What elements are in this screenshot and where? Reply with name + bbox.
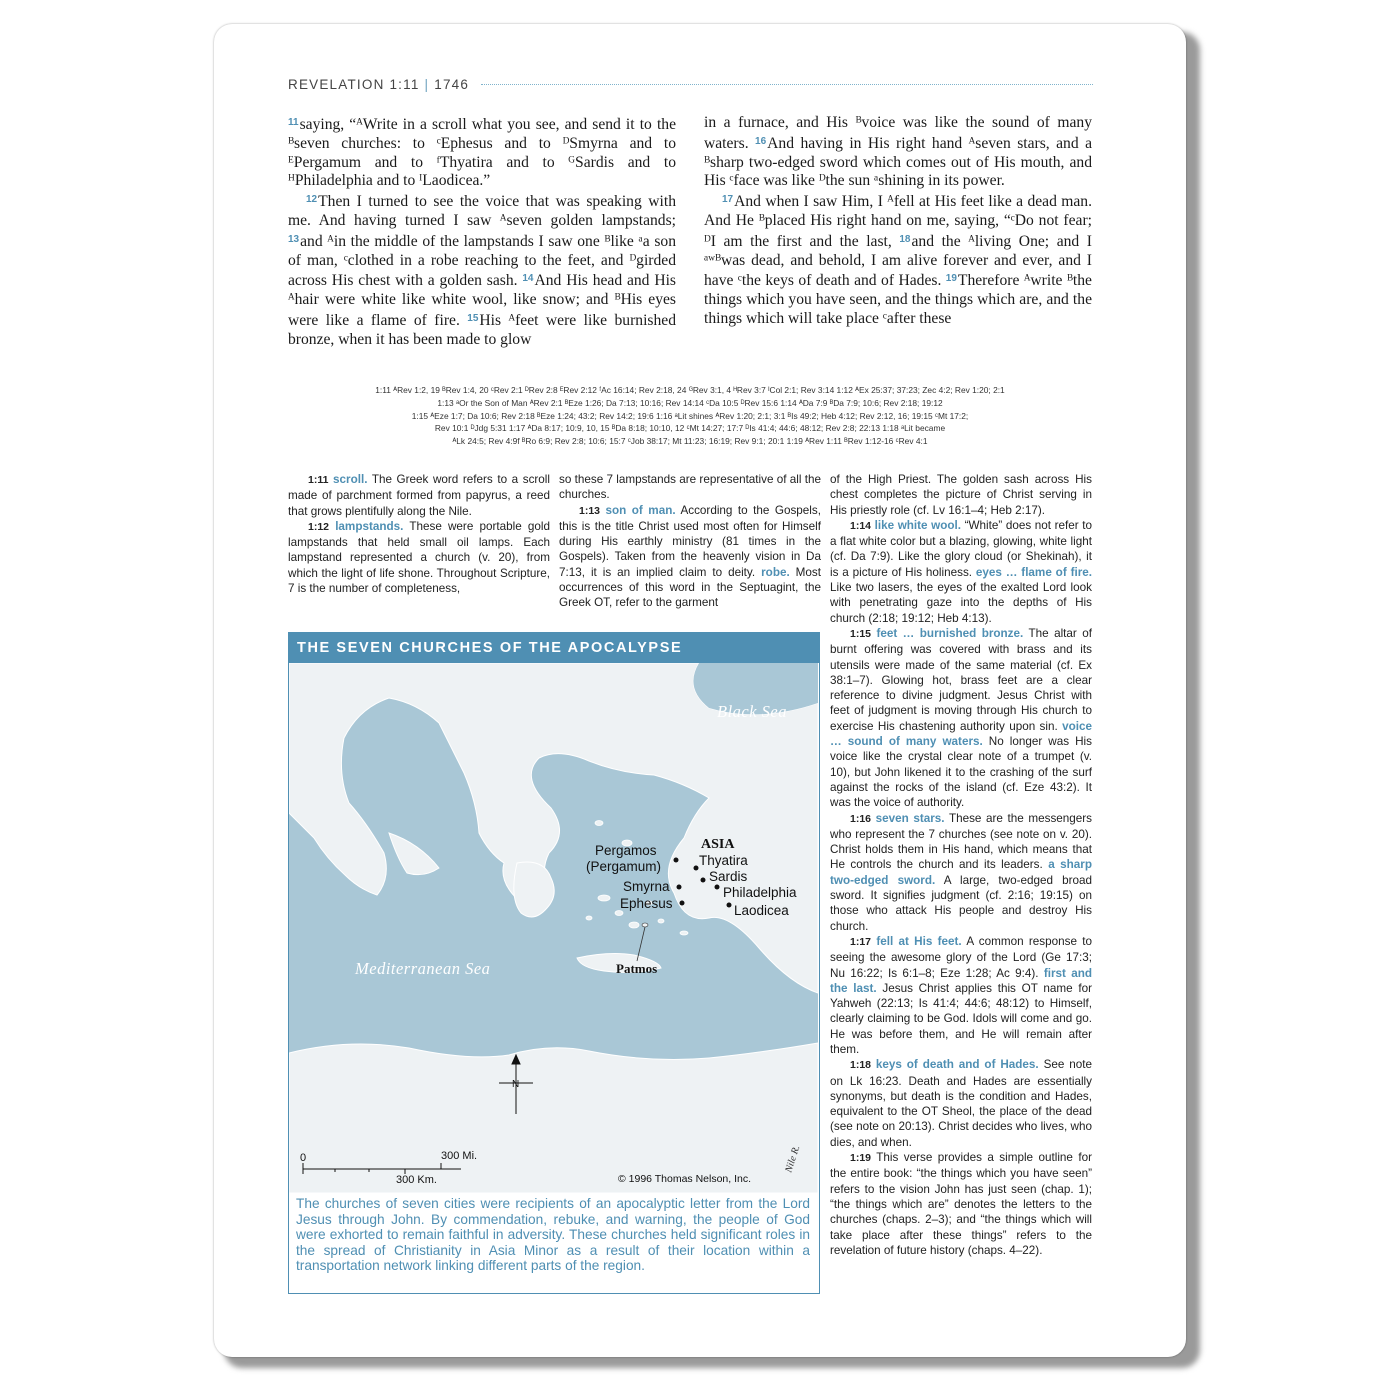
scripture-column-1 bbox=[288, 114, 676, 350]
label-pergamos: Pergamos bbox=[595, 843, 657, 858]
note-lemma: like white wool. bbox=[874, 518, 962, 532]
study-note bbox=[288, 519, 550, 596]
label-mediterranean-sea: Mediterranean Sea bbox=[355, 959, 491, 978]
label-laodicea: Laodicea bbox=[734, 903, 789, 918]
island bbox=[586, 916, 592, 920]
study-note bbox=[830, 1057, 1092, 1150]
cross-reference-line: Rev 10:1 ᴰJdg 5:31 1:17 ᴬDa 8:17; 10:9, 10, 15 ᴮDa 8:18; 10:10, 12 ᶜMt 14:27; 17:7 ᴰIs 41:4; 44:6; 48:12; Rev 2:8; 22:13 1:18 ᵃLit became bbox=[434, 423, 946, 434]
label-thyatira: Thyatira bbox=[699, 853, 748, 868]
verse-number: 17 bbox=[722, 194, 734, 206]
note-reference: 1:14 bbox=[850, 519, 872, 532]
note-lemma: keys of death and of Hades. bbox=[875, 1058, 1039, 1072]
note-lemma: scroll. bbox=[333, 473, 368, 486]
verse-paragraph bbox=[704, 191, 1092, 329]
verse-text: and the ᴬliving One; and I ᵃʷᴮwas dead, and behold, I am alive forever and ever, and I have ᶜthe keys of death and of Hades. bbox=[704, 232, 1093, 290]
note-lemma: fell at His feet. bbox=[876, 934, 962, 948]
study-note bbox=[830, 934, 1092, 1057]
note-reference: 1:19 bbox=[850, 1152, 872, 1165]
cross-reference-line: 1:11 ᴬRev 1:2, 19 ᴮRev 1:4, 20 ᶜRev 2:1 ᴰRev 2:8 ᴱRev 2:12 ᶠAc 16:14; Rev 2:18, 24 ᴳRev 3:1, 4 ᴴRev 3:7 ᴵCol 2:1; Rev 3:14 1:12 ᴬEx 25:37; 37:23; Zec 4:2; Rev 1:20; 2:1 bbox=[375, 385, 1005, 395]
scripture-column-2 bbox=[704, 114, 1092, 329]
running-head bbox=[288, 74, 1093, 94]
map-of-seven-churches bbox=[289, 663, 818, 1193]
note-reference: 1:12 bbox=[308, 520, 330, 533]
header-separator: | bbox=[424, 76, 430, 92]
book-reference: REVELATION 1:11 bbox=[288, 76, 420, 92]
note-lemma: seven stars. bbox=[875, 811, 945, 825]
island bbox=[658, 919, 664, 923]
island bbox=[629, 922, 639, 928]
verse-text: And having in His right hand ᴬseven stars, and a ᴮsharp two-edged sword which comes out of His mouth, and His ᶜface was like ᴰthe sun ᵃshining in its power. bbox=[704, 134, 1092, 190]
verse-number: 15 bbox=[467, 312, 479, 324]
verse-text: in a furnace, and His ᴮvoice was like the sound of many waters. bbox=[704, 114, 1092, 152]
note-text: See note on Lk 16:23. Death and Hades are essentially synonyms, but death is the condition and Hades, equivalent to the OT Sheol, the place of the dead (see note on 20:13). Christ decides who lives, who dies, and when. bbox=[830, 1058, 1093, 1149]
label-sardis: Sardis bbox=[709, 869, 748, 884]
note-text: Jesus Christ applies this OT name for Yahweh (22:13; Is 41:4; 44:6; 48:12) to Himself, clearly claiming to be God. Idols will come and go. He was before them, and He will remain after them. bbox=[830, 981, 1092, 1056]
study-notes-column-2 bbox=[559, 472, 821, 611]
verse-text: And His head and His ᴬhair were white like white wool, like snow; and ᴮHis eyes were like a flame of fire. bbox=[288, 272, 676, 329]
note-lemma: voice … sound of many waters. bbox=[830, 719, 1092, 749]
note-text: These are the messengers who represent the 7 churches (see note on v. 20). Christ holds them in His hand, which means that He controls the church and its leaders. bbox=[830, 811, 1093, 872]
study-note bbox=[830, 472, 1092, 518]
thyatira-dot bbox=[694, 866, 699, 871]
laodicea-dot bbox=[727, 903, 732, 908]
note-reference: 1:15 bbox=[850, 627, 872, 640]
note-text: Most occurrences of this word in the Septuagint, the Greek OT, refer to the garment bbox=[559, 565, 821, 610]
note-text: These were portable gold lampstands that held small oil lamps. Each lampstand represented a church (v. 20), from which the light of life shone. Throughout Scripture, 7 is the number of completeness, bbox=[288, 519, 550, 596]
note-reference: 1:16 bbox=[850, 812, 872, 825]
label-nile-river: Nile R. bbox=[783, 1144, 803, 1174]
study-note bbox=[830, 1150, 1092, 1258]
label-pergamum: (Pergamum) bbox=[586, 859, 662, 874]
cross-references bbox=[300, 384, 1080, 448]
note-lemma: first and the last. bbox=[830, 966, 1093, 995]
note-lemma: a sharp two-edged sword. bbox=[830, 858, 1092, 887]
scale-zero: 0 bbox=[300, 1152, 307, 1164]
label-asia: ASIA bbox=[701, 837, 735, 852]
label-smyrna: Smyrna bbox=[623, 879, 670, 894]
verse-text: Therefore ᴬwrite ᴮthe things which you have seen, and the things which are, and the things which will take place ᶜafter these bbox=[704, 272, 1092, 327]
study-note bbox=[559, 503, 821, 611]
scale-miles: 300 Mi. bbox=[441, 1150, 478, 1162]
study-notes-column-3 bbox=[830, 472, 1092, 1258]
study-note bbox=[559, 472, 821, 503]
note-text: A large, two-edged broad sword. It signifies judgment (cf. 2:16; 19:15) on those who attack His people and destroy His church. bbox=[830, 873, 1092, 933]
island bbox=[615, 911, 623, 916]
label-patmos: Patmos bbox=[616, 961, 658, 976]
note-reference: 1:17 bbox=[850, 935, 872, 948]
note-text: The altar of burnt offering was covered with brass and its utensils were made of the same material (cf. Ex 38:1–7). Glowing hot, brass feet are a clear reference to divine judgment. Jesus Christ with feet of judgment is moving through His church to exercise His chastening authority upon sin. bbox=[830, 626, 1092, 733]
verse-number: 12 bbox=[306, 194, 318, 206]
note-reference: 1:11 bbox=[308, 474, 329, 486]
note-lemma: feet … burnished bronze. bbox=[876, 626, 1024, 640]
page-number: 1746 bbox=[434, 76, 470, 92]
verse-number: 18 bbox=[899, 233, 911, 245]
compass-north-label: N bbox=[512, 1079, 520, 1090]
header-rule bbox=[481, 84, 1093, 85]
note-text: Like two lasers, the eyes of the exalted Lord look with penetrating gaze into the depths of His church (2:18; 19:12; Heb 4:13). bbox=[830, 581, 1092, 625]
smyrna-dot bbox=[677, 885, 682, 890]
cross-reference-line: 1:13 ᵃOr the Son of Man ᴬRev 2:1 ᴮEze 1:26; Da 7:13; 10:16; Rev 14:14 ᶜDa 10:5 ᴰRev 15:6 1:14 ᴬDa 7:9 ᴮDa 7:9; 10:6; Rev 2:18; 19:12 bbox=[437, 397, 943, 408]
verse-text: And when I saw Him, I ᴬfell at His feet like a dead man. And He ᴮplaced His right hand on me, saying, “ᶜDo not fear; ᴰI am the first and the last, bbox=[704, 193, 1092, 250]
verse-number: 14 bbox=[522, 273, 534, 285]
cross-reference-line: ᴬLk 24:5; Rev 4:9f ᴮRo 6:9; Rev 2:8; 10:6; 15:7 ᶜJob 38:17; Mt 11:23; 16:19; Rev 9:1; 20:1 1:19 ᴬRev 1:11 ᴮRev 1:12-16 ᶜRev 4:1 bbox=[452, 436, 928, 447]
scale-kilometers: 300 Km. bbox=[396, 1174, 437, 1186]
sardis-dot bbox=[701, 878, 706, 883]
philadelphia-dot bbox=[715, 885, 720, 890]
study-note bbox=[830, 626, 1092, 811]
ephesus-dot bbox=[680, 901, 685, 906]
note-reference: 1:18 bbox=[850, 1059, 872, 1072]
map-copyright: © 1996 Thomas Nelson, Inc. bbox=[618, 1173, 752, 1185]
verse-paragraph bbox=[288, 114, 676, 191]
map-figure bbox=[288, 632, 820, 1294]
island bbox=[598, 895, 610, 901]
note-lemma: son of man. bbox=[605, 503, 676, 517]
note-text: According to the Gospels, this is the title Christ used most often for Himself during His earthly ministry (81 times in the Gospels). Taken from the heavenly vision in Da 7:13, it is an implied claim to deity. bbox=[559, 503, 821, 579]
verse-text: Then I turned to see the voice that was speaking with me. And having turned I saw ᴬseven golden lampstands; bbox=[288, 193, 676, 229]
note-text: “White” does not refer to a flat white color but a blazing, glowing, white light (cf. Da 7:9). Like the glory cloud (or Shekinah), it is a picture of His holiness. bbox=[830, 518, 1092, 579]
note-text: This verse provides a simple outline for the entire book: “the things which you have seen” refers to the vision John has just seen (chap. 1); “the things which are” denotes the letters to the churches (chaps. 2–3); and “the things which will take place after these things” refers to the revelation of future history (chaps. 4–22). bbox=[830, 1151, 1092, 1257]
note-text: so these 7 lampstands are representative of all the churches. bbox=[559, 473, 821, 502]
land-mass-south bbox=[289, 1043, 818, 1193]
map-title: THE SEVEN CHURCHES OF THE APOCALYPSE bbox=[289, 633, 819, 663]
island bbox=[680, 931, 688, 935]
verse-number: 19 bbox=[945, 273, 957, 285]
verse-number: 13 bbox=[288, 233, 300, 245]
verse-text: and ᴬin the middle of the lampstands I saw one ᴮlike ᵃa son of man, ᶜclothed in a robe reaching to the feet, and ᴰgirded across His chest with a golden sash. bbox=[288, 232, 676, 290]
note-text: A common response to seeing the awesome glory of the Lord (Ge 17:3; Nu 16:22; Is 6:1–8; Eze 1:28; Ac 9:4). bbox=[830, 934, 1092, 980]
study-note bbox=[830, 811, 1092, 934]
verse-number: 16 bbox=[755, 135, 767, 147]
study-note bbox=[288, 472, 550, 519]
note-lemma: robe. bbox=[761, 565, 790, 579]
note-reference: 1:13 bbox=[579, 504, 601, 517]
label-ephesus: Ephesus bbox=[620, 896, 673, 911]
note-lemma: eyes … flame of fire. bbox=[975, 565, 1092, 579]
verse-paragraph bbox=[704, 114, 1092, 191]
map-caption: The churches of seven cities were recipients of an apocalyptic letter from the Lord Jesus through John. By commendation, rebuke, and warning, the people of God were exhorted to remain faithful in adversity. These churches held significant roles in the spread of Christianity in Asia Minor as a result of their location within a transportation network linking different parts of the region. bbox=[296, 1196, 810, 1274]
island bbox=[595, 821, 603, 826]
verse-number: 11 bbox=[288, 117, 299, 128]
note-text: of the High Priest. The golden sash across His chest completes the picture of Christ serving in His priestly role (cf. Lv 16:1–4; Heb 2:17). bbox=[830, 473, 1092, 517]
note-text: No longer was His voice like the crystal clear note of a trumpet (v. 10), but John likened it to the crashing of the surf against the rocks of the island (cf. Eze 43:2). It was the voice of authority. bbox=[830, 735, 1092, 810]
patmos-island bbox=[642, 923, 648, 927]
study-notes-column-1 bbox=[288, 472, 550, 596]
label-philadelphia: Philadelphia bbox=[723, 885, 797, 900]
pergamos-dot bbox=[674, 858, 679, 863]
label-black-sea: Black Sea bbox=[717, 702, 788, 721]
verse-text: His ᴬfeet were like burnished bronze, when it has been made to glow bbox=[288, 311, 676, 348]
verse-paragraph bbox=[288, 191, 676, 349]
study-note bbox=[830, 518, 1092, 626]
verse-text: saying, “ᴬWrite in a scroll what you see, and send it to the ᴮseven churches: to ᶜEphesus and to ᴰSmyrna and to ᴱPergamum and to ᶠThyatira and to ᴳSardis and to ᴴPhiladelphia and to ᴵLaodicea.” bbox=[288, 116, 676, 190]
note-lemma: lampstands. bbox=[335, 519, 404, 533]
cross-reference-line: 1:15 ᴬEze 1:7; Da 10:6; Rev 2:18 ᴮEze 1:24; 43:2; Rev 14:2; 19:6 1:16 ᵃLit shines ᴬRev 1:20; 2:1; 3:1 ᴮIs 49:2; Heb 4:12; Rev 2:12, 16; 19:15 ᶜMt 17:2; bbox=[411, 410, 969, 421]
note-text: The Greek word refers to a scroll made of parchment formed from papyrus, a reed that grows plentifully along the Nile. bbox=[288, 473, 551, 518]
